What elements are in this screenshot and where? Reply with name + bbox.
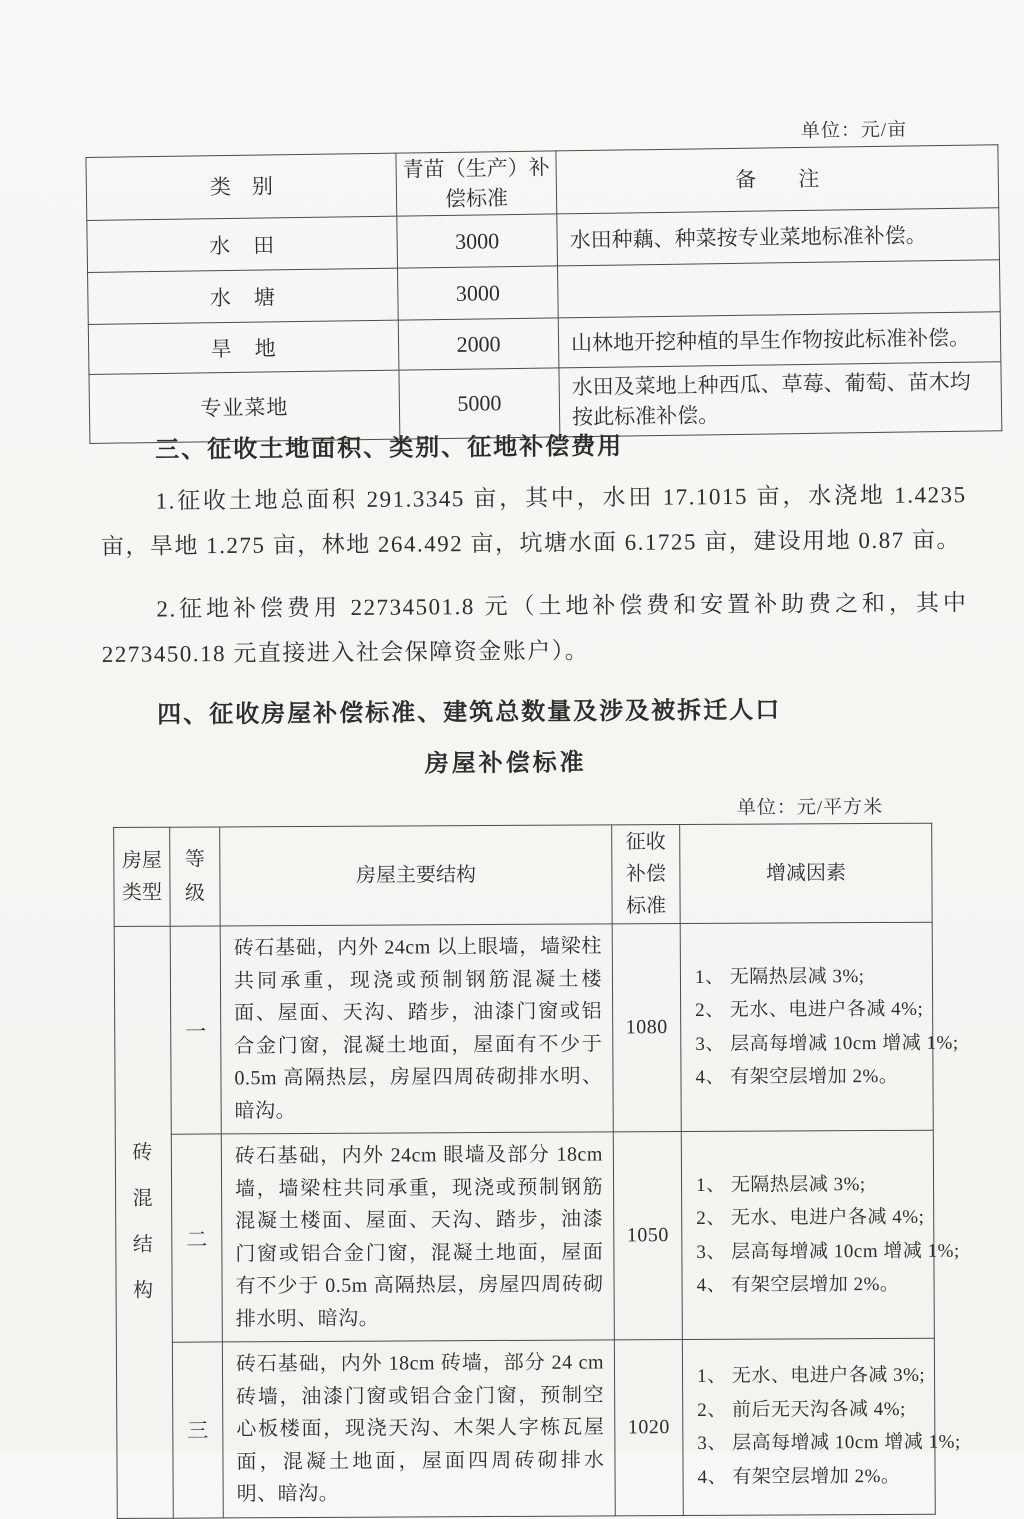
cell-grade: 三 <box>172 1342 223 1518</box>
col-header-category: 类 别 <box>86 153 397 220</box>
cell-remark: 山林地开挖种植的旱生作物按此标准补偿。 <box>558 312 1001 368</box>
factor-line: 4、 有架空层增加 2%。 <box>695 1065 899 1088</box>
cell-category: 旱 地 <box>88 320 399 374</box>
factor-line: 2、 无水、电进户各减 4%; <box>695 998 924 1021</box>
cell-standard: 1020 <box>614 1340 683 1516</box>
cell-category: 水 塘 <box>88 268 399 324</box>
col-header-standard: 征收补偿标准 <box>612 825 681 924</box>
col-header-remark: 备 注 <box>556 145 999 214</box>
house-compensation-section <box>113 792 961 1519</box>
factor-line: 3、 层高每增减 10cm 增减 1%; <box>697 1431 961 1455</box>
crop-compensation-table <box>85 144 1002 444</box>
cell-standard: 2000 <box>398 318 559 370</box>
cell-category: 水 田 <box>87 216 398 272</box>
cell-grade: 一 <box>170 926 221 1134</box>
factor-line: 1、 无隔热层减 3%; <box>695 1173 866 1196</box>
para-compensation-fee: 2.征地补偿费用 22734501.8 元（土地补偿费和安置补助费之和，其中 2273450.18 元直接进入社会保障资金账户）。 <box>101 590 968 667</box>
factor-line: 2、 前后无天沟各减 4%; <box>697 1398 906 1421</box>
factor-line: 3、 层高每增减 10cm 增减 1%; <box>696 1240 960 1263</box>
table-row <box>116 1338 935 1518</box>
col-header-house-type: 房屋类型 <box>114 827 171 926</box>
col-header-factors: 增减因素 <box>680 823 933 923</box>
cell-structure: 砖石基础，内外 24cm 眼墙及部分 18cm 墙，墙梁柱共同承重，现浇或预制钢筋混凝土楼面、屋面、天沟、踏步，油漆门窗或铝合金门窗，混凝土地面，屋面有不少于 0.5m 高隔热层，房屋四周砖砌排水明、暗沟。 <box>221 1132 614 1342</box>
factor-line: 1、 无隔热层减 3%; <box>694 965 865 988</box>
cell-standard: 1050 <box>613 1132 682 1340</box>
table2-unit-label: 单位：元/平方米 <box>736 796 884 819</box>
cell-grade: 二 <box>171 1134 222 1342</box>
cell-factors <box>682 1338 961 1515</box>
table1-unit-label: 单位：元/亩 <box>800 119 908 143</box>
body-text-section <box>100 423 969 781</box>
cell-structure: 砖石基础，内外 18cm 砖墙，部分 24 cm 砖墙，油漆门窗或铝合金门窗，预制空心板楼面，现浇天沟、木架人字栋瓦屋面，混凝土地面，屋面四周砖砌排水明、暗沟。 <box>222 1340 615 1518</box>
cell-structure: 砖石基础，内外 24cm 以上眼墙，墙梁柱共同承重，现浇或预制钢筋混凝土楼面、屋面、天沟、踏步，油漆门窗或铝合金门窗，混凝土地面，屋面有不少于 0.5m 高隔热层，房屋四周砖砌排水明、暗沟。 <box>220 924 613 1134</box>
house-compensation-table <box>113 823 961 1519</box>
crop-compensation-section <box>85 113 1001 444</box>
cell-standard: 3000 <box>398 266 559 320</box>
col-header-structure: 房屋主要结构 <box>220 825 613 926</box>
cell-factors <box>680 922 959 1131</box>
cell-remark <box>557 260 1000 318</box>
cell-standard: 3000 <box>397 214 558 268</box>
para-land-area: 1.征收土地总面积 291.3345 亩，其中，水田 17.1015 亩，水浇地 1.4235 亩，旱地 1.275 亩，林地 264.492 亩，坑塘水面 6.1725 亩，建设用地 0.87 亩。 <box>100 482 967 559</box>
house-standard-subheading: 房屋补偿标准 <box>424 750 587 778</box>
col-header-grade: 等级 <box>170 827 221 926</box>
factor-line: 2、 无水、电进户各减 4%; <box>696 1206 925 1229</box>
cell-category: 专业菜地 <box>89 370 400 443</box>
table-row <box>114 922 933 1134</box>
factor-line: 3、 层高每增减 10cm 增减 1%; <box>695 1032 959 1055</box>
table-header-row <box>114 823 933 926</box>
cell-standard: 5000 <box>399 368 560 439</box>
factor-line: 4、 有架空层增加 2%。 <box>697 1465 901 1488</box>
section-3-heading: 三、征收土地面积、类别、征地补偿费用 <box>155 433 624 464</box>
factor-line: 1、 无水、电进户各减 3%; <box>696 1365 926 1388</box>
table-row <box>115 1130 934 1342</box>
cell-remark: 水田种藕、种菜按专业菜地标准补偿。 <box>557 208 1000 266</box>
col-header-standard: 青苗（生产）补偿标准 <box>396 151 557 216</box>
cell-house-type: 砖混结构 <box>114 926 173 1518</box>
cell-factors <box>681 1130 960 1339</box>
cell-standard: 1080 <box>612 924 681 1132</box>
section-4-heading: 四、征收房屋补偿标准、建筑总数量及涉及被拆迁人口 <box>157 697 782 729</box>
factor-line: 4、 有架空层增加 2%。 <box>696 1273 900 1296</box>
cell-remark: 水田及菜地上种西瓜、草莓、葡萄、苗木均按此标准补偿。 <box>559 362 1002 437</box>
